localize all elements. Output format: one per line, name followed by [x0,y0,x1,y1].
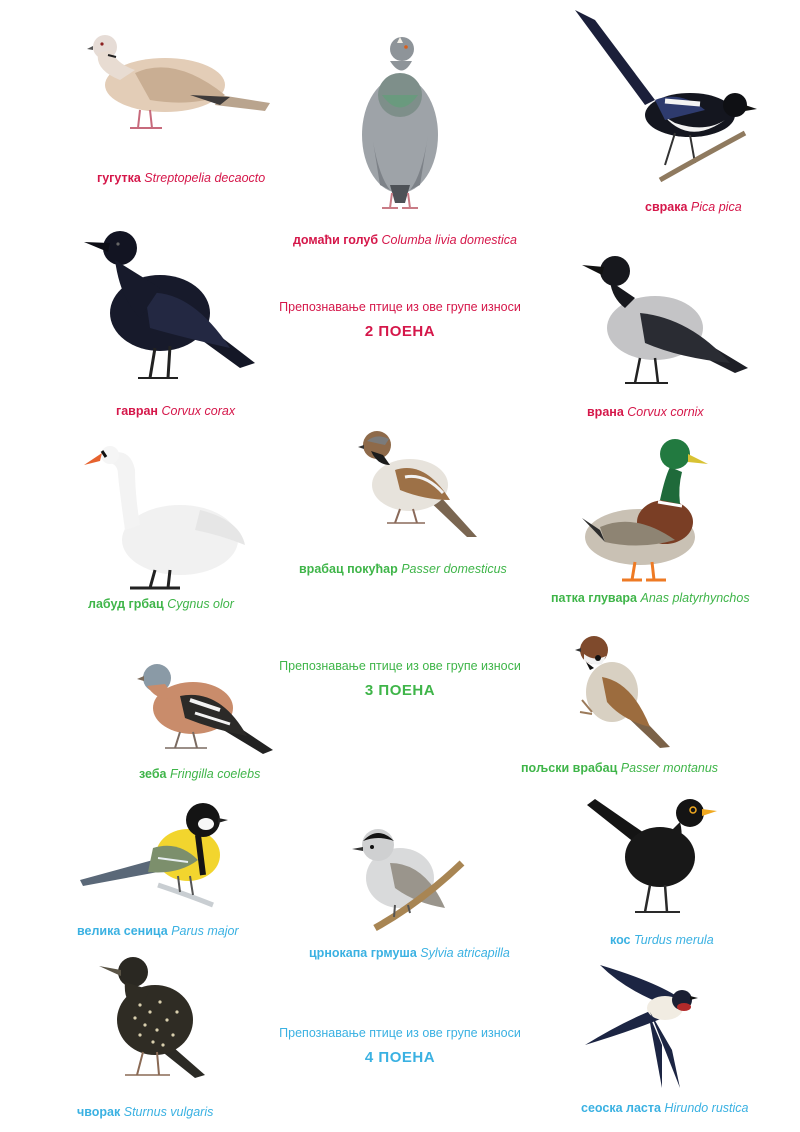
points-note-text: Препознавање птице из ове групе износи [279,1026,521,1040]
chaffinch-icon [135,658,275,756]
caption-mallard: патка глувара Anas platyrhynchos [551,591,750,605]
points-value: 4 ПОЕНА [364,1049,436,1066]
blackbird-icon [585,797,720,919]
great-tit-icon [78,800,238,915]
caption-blackbird: кос Turdus merula [610,933,714,947]
swallow-icon [580,960,700,1090]
collared-dove-icon [80,25,275,140]
tree-sparrow-icon [572,632,672,750]
points-note-text: Препознавање птице из ове групе износи [279,659,521,673]
mallard-icon [580,432,710,582]
swan-icon [80,435,250,595]
caption-hooded-crow: врана Corvux cornix [587,405,704,419]
house-sparrow-icon [355,425,480,540]
hooded-crow-icon [580,253,750,388]
caption-raven: гавран Corvux corax [116,404,236,418]
caption-tree-sparrow: пољски врабац Passer montanus [521,761,719,775]
caption-collared-dove: гугутка Streptopelia decaocto [97,171,266,185]
points-value: 3 ПОЕНА [364,682,436,699]
blackcap-icon [350,823,465,935]
caption-house-sparrow: врабац покућар Passer domesticus [299,562,507,576]
caption-swan: лабуд грбац Cygnus olor [88,597,234,611]
caption-great-tit: велика сеница Parus major [77,924,239,938]
points-note-text: Препознавање птице из ове групе износи [279,300,521,314]
caption-pigeon: домаћи голуб Columba livia domestica [293,233,518,247]
caption-swallow: сеоска ласта Hirundo rustica [581,1101,749,1115]
pigeon-icon [350,35,450,215]
caption-blackcap: црнокапа грмуша Sylvia atricapilla [309,946,510,960]
caption-chaffinch: зеба Fringilla coelebs [139,767,261,781]
points-note-3 [0,659,800,699]
caption-magpie: сврака Pica pica [645,200,742,214]
points-value: 2 ПОЕНА [364,323,436,340]
magpie-icon [565,5,760,185]
caption-starling: чворак Sturnus vulgaris [77,1105,214,1119]
